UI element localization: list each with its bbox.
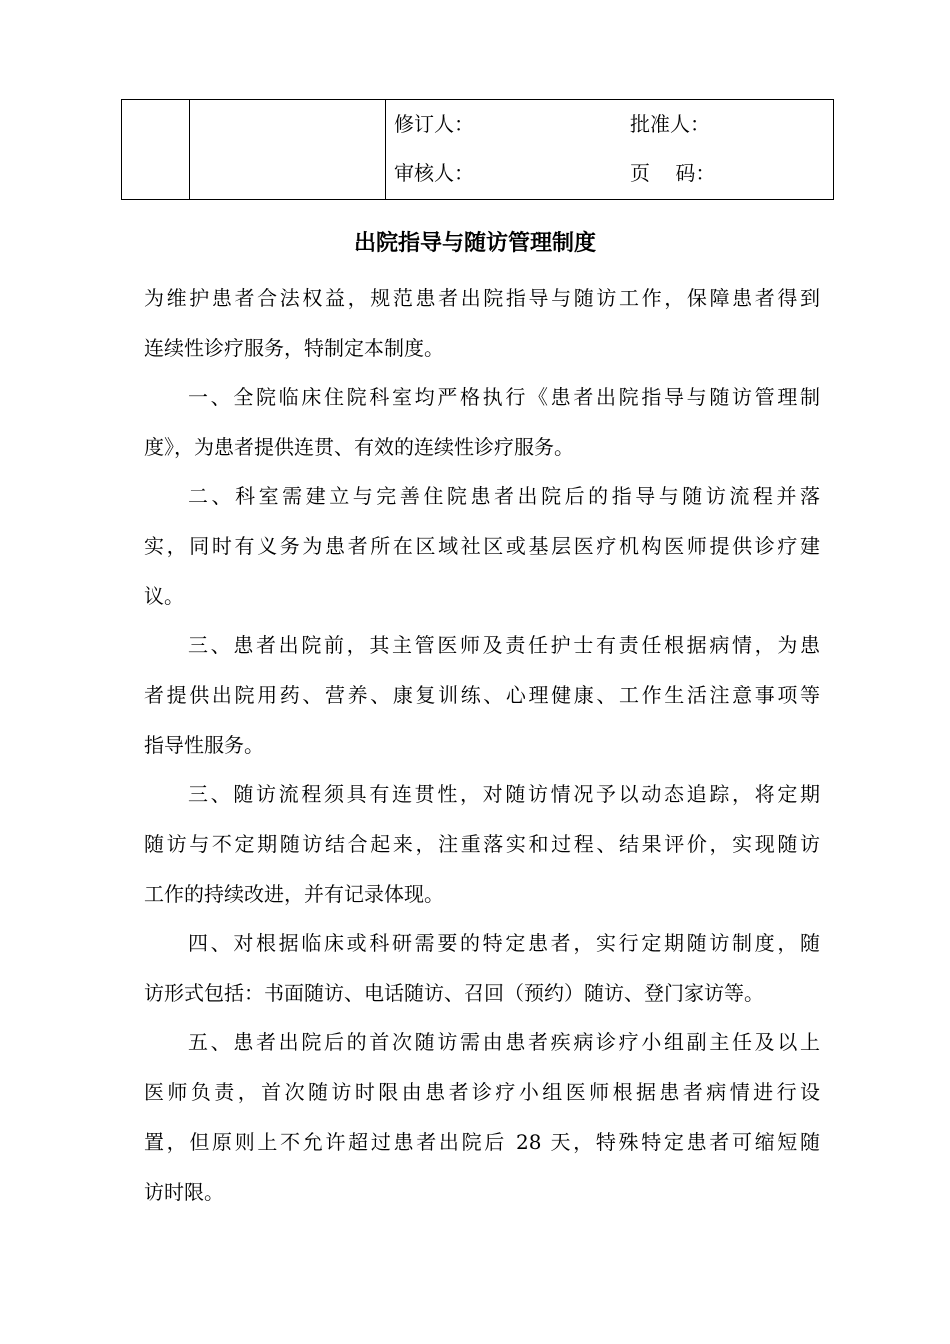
paragraph-line: 四、对根据临床或科研需要的特定患者，实行定期随访制度，随: [188, 931, 820, 955]
document-control-table: [121, 99, 834, 200]
paragraph-line: 者提供出院用药、营养、康复训练、心理健康、工作生活注意事项等: [144, 683, 820, 707]
paragraph-line: 指导性服务。: [144, 733, 264, 757]
document-title: 出院指导与随访管理制度: [353, 231, 596, 256]
paragraph-line: 一、全院临床住院科室均严格执行《患者出院指导与随访管理制: [188, 385, 820, 409]
paragraph-item-5: [144, 1017, 820, 1217]
paragraph-item-1: [144, 372, 820, 472]
approver-label: 批准人：: [630, 112, 710, 136]
control-cell-blank-1: [122, 100, 190, 200]
paragraph-line: 为维护患者合法权益，规范患者出院指导与随访工作，保障患者得到: [144, 286, 820, 310]
control-cell-blank-2: [190, 100, 386, 200]
paragraph-line: 访形式包括：书面随访、电话随访、召回（预约）随访、登门家访等。: [144, 981, 764, 1005]
paragraph-line: 度》，为患者提供连贯、有效的连续性诊疗服务。: [144, 435, 574, 459]
paragraph-line: 三、随访流程须具有连贯性，对随访情况予以动态追踪，将定期: [188, 782, 820, 806]
paragraph-line: 随访与不定期随访结合起来，注重落实和过程、结果评价，实现随访: [144, 832, 820, 856]
paragraph-line: 五、患者出院后的首次随访需由患者疾病诊疗小组副主任及以上: [188, 1030, 820, 1054]
auditor-label: 审核人：: [394, 161, 474, 185]
paragraph-item-2: [144, 471, 820, 621]
paragraph-line: 医师负责，首次随访时限由患者诊疗小组医师根据患者病情进行设: [144, 1080, 820, 1104]
paragraph-item-3b: [144, 769, 820, 919]
paragraph-item-4: [144, 918, 820, 1018]
page-number-label: 页 码：: [630, 161, 716, 185]
paragraph-line: 访时限。: [144, 1180, 224, 1204]
paragraph-line: 工作的持续改进，并有记录体现。: [144, 882, 444, 906]
paragraph-line: 置，但原则上不允许超过患者出院后 28 天，特殊特定患者可缩短随: [144, 1130, 820, 1154]
paragraph-line: 连续性诊疗服务，特制定本制度。: [144, 336, 444, 360]
paragraph-line: 三、患者出院前，其主管医师及责任护士有责任根据病情，为患: [188, 633, 820, 657]
reviser-label: 修订人：: [394, 112, 474, 136]
paragraph-line: 二、科室需建立与完善住院患者出院后的指导与随访流程并落: [188, 484, 820, 508]
signature-cell: [386, 100, 834, 200]
paragraph-line: 实，同时有义务为患者所在区域社区或基层医疗机构医师提供诊疗建: [144, 534, 820, 558]
paragraph-intro: [144, 273, 820, 373]
paragraph-item-3a: [144, 620, 820, 770]
paragraph-line: 议。: [144, 584, 184, 608]
